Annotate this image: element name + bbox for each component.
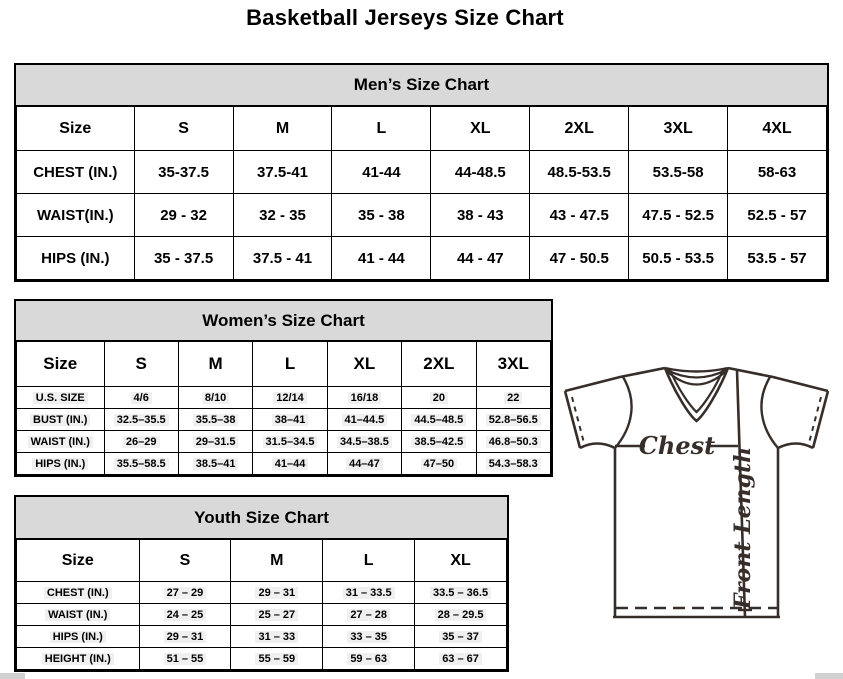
cell-text: 44.5–48.5 <box>411 414 466 426</box>
cell-text: 35.5–58.5 <box>114 458 169 470</box>
cell-text: 53.5-58 <box>652 163 704 181</box>
cell-text: WAIST(IN.) <box>36 206 114 224</box>
front-length-label: Front Length <box>730 446 756 610</box>
column-header <box>415 540 507 582</box>
jersey-outline <box>565 368 828 617</box>
value-cell <box>231 626 323 648</box>
column-header <box>233 107 332 151</box>
cell-text: 33.5 – 36.5 <box>430 587 491 599</box>
column-header <box>402 342 476 387</box>
value-cell <box>530 237 629 280</box>
cell-text: 53.5 - 57 <box>747 249 807 267</box>
row-label <box>17 409 105 431</box>
cell-text: L <box>376 119 387 137</box>
jersey-measurement-diagram <box>556 360 842 630</box>
table-row <box>17 431 551 453</box>
value-cell <box>402 431 476 453</box>
cell-text: 16/18 <box>348 392 382 404</box>
table-row <box>17 151 827 194</box>
value-cell <box>253 453 327 475</box>
cell-text: 41–44.5 <box>342 414 388 426</box>
value-cell <box>327 431 401 453</box>
cell-text: 37.5-41 <box>257 163 308 181</box>
value-cell <box>629 151 728 194</box>
cell-text: U.S. SIZE <box>33 392 88 404</box>
table-row <box>17 194 827 237</box>
column-header <box>431 107 530 151</box>
cell-text: 38 - 43 <box>456 206 504 224</box>
column-header <box>134 107 233 151</box>
mens-size-table <box>16 106 827 280</box>
row-label <box>17 626 140 648</box>
cell-text: CHEST (IN.) <box>33 163 118 181</box>
vneck-collar <box>665 368 728 421</box>
value-cell <box>134 237 233 280</box>
value-cell <box>728 151 827 194</box>
value-cell <box>323 582 415 604</box>
value-cell <box>327 387 401 409</box>
table-row <box>17 648 507 670</box>
cell-text: 50.5 - 53.5 <box>642 249 714 267</box>
cell-text: 27 – 28 <box>347 609 390 621</box>
row-label <box>17 604 140 626</box>
cell-text: 25 – 27 <box>255 609 298 621</box>
value-cell <box>253 431 327 453</box>
cell-text: 48.5-53.5 <box>547 163 611 181</box>
womens-size-table <box>16 341 551 475</box>
cell-text: 33 – 35 <box>347 631 390 643</box>
value-cell <box>139 582 231 604</box>
cell-text: 2XL <box>564 119 594 137</box>
cell-text: 63 – 67 <box>439 653 482 665</box>
value-cell <box>476 431 550 453</box>
value-cell <box>233 151 332 194</box>
womens-size-chart-panel <box>14 299 553 477</box>
cell-text: 20 <box>430 392 448 404</box>
value-cell <box>178 409 252 431</box>
value-cell <box>327 453 401 475</box>
value-cell <box>332 237 431 280</box>
value-cell <box>476 387 550 409</box>
value-cell <box>233 237 332 280</box>
cell-text: 41-44 <box>362 163 401 181</box>
header-row <box>17 342 551 387</box>
value-cell <box>104 431 178 453</box>
cell-text: L <box>284 354 296 373</box>
value-cell <box>139 626 231 648</box>
row-label <box>17 431 105 453</box>
row-label <box>17 648 140 670</box>
value-cell <box>104 387 178 409</box>
cell-text: BUST (IN.) <box>30 414 90 426</box>
value-cell <box>231 648 323 670</box>
cell-text: 41 - 44 <box>358 249 405 267</box>
cell-text: 52.8–56.5 <box>486 414 541 426</box>
cell-text: XL <box>353 354 376 373</box>
cell-text: HIPS (IN.) <box>32 458 88 470</box>
cell-text: 31 – 33.5 <box>343 587 395 599</box>
value-cell <box>415 604 507 626</box>
cell-text: XL <box>450 551 471 569</box>
youth-chart-title: Youth Size Chart <box>16 497 507 539</box>
row-label <box>17 387 105 409</box>
table-row <box>17 582 507 604</box>
cell-text: 31 – 33 <box>255 631 298 643</box>
cell-text: 55 – 59 <box>255 653 298 665</box>
cell-text: S <box>178 119 189 137</box>
table-row <box>17 409 551 431</box>
cell-text: 27 – 29 <box>164 587 207 599</box>
header-row <box>17 540 507 582</box>
value-cell <box>530 194 629 237</box>
column-header <box>253 342 327 387</box>
value-cell <box>139 604 231 626</box>
column-header <box>629 107 728 151</box>
cell-text: 3XL <box>663 119 693 137</box>
cell-text: 2XL <box>423 354 455 373</box>
cell-text: 38.5–42.5 <box>411 436 466 448</box>
cell-text: S <box>135 354 147 373</box>
cell-text: Size <box>43 354 78 373</box>
table-row <box>17 626 507 648</box>
cell-text: 46.8–50.3 <box>486 436 541 448</box>
value-cell <box>415 626 507 648</box>
value-cell <box>332 194 431 237</box>
youth-size-table <box>16 539 507 670</box>
cell-text: 47–50 <box>421 458 458 470</box>
value-cell <box>327 409 401 431</box>
size-column-header <box>17 540 140 582</box>
size-column-header <box>17 107 135 151</box>
mens-size-chart-panel <box>14 63 829 282</box>
column-header <box>327 342 401 387</box>
cell-text: 44 - 47 <box>456 249 504 267</box>
cell-text: 31.5–34.5 <box>263 436 318 448</box>
value-cell <box>178 431 252 453</box>
cell-text: S <box>179 551 191 569</box>
value-cell <box>530 151 629 194</box>
cell-text: 54.3–58.3 <box>486 458 541 470</box>
row-label <box>17 237 135 280</box>
cell-text: 58-63 <box>757 163 797 181</box>
cell-text: 35 – 37 <box>439 631 482 643</box>
size-column-header <box>17 342 105 387</box>
value-cell <box>629 237 728 280</box>
scrollbar-fragment-left[interactable] <box>0 673 25 679</box>
value-cell <box>728 194 827 237</box>
value-cell <box>134 194 233 237</box>
cell-text: 51 – 55 <box>164 653 207 665</box>
column-header <box>530 107 629 151</box>
value-cell <box>402 387 476 409</box>
cell-text: 43 - 47.5 <box>549 206 609 224</box>
cell-text: M <box>208 354 223 373</box>
cell-text: 38–41 <box>272 414 309 426</box>
value-cell <box>323 604 415 626</box>
column-header <box>231 540 323 582</box>
cell-text: WAIST (IN.) <box>45 609 110 621</box>
value-cell <box>402 409 476 431</box>
page-title: Basketball Jerseys Size Chart <box>246 5 564 30</box>
cell-text: 41–44 <box>272 458 309 470</box>
cell-text: 44–47 <box>346 458 383 470</box>
table-row <box>17 237 827 280</box>
value-cell <box>323 648 415 670</box>
cell-text: 35 - 38 <box>358 206 405 224</box>
cell-text: 35 - 37.5 <box>153 249 214 267</box>
cell-text: 29 – 31 <box>255 587 298 599</box>
cell-text: CHEST (IN.) <box>44 587 112 599</box>
cell-text: 28 – 29.5 <box>435 609 487 621</box>
scrollbar-fragment-right[interactable] <box>815 673 843 679</box>
cell-text: 35.5–38 <box>193 414 239 426</box>
cell-text: Size <box>59 119 92 137</box>
column-header <box>178 342 252 387</box>
value-cell <box>104 453 178 475</box>
cell-text: Size <box>61 551 94 569</box>
womens-chart-title: Women’s Size Chart <box>16 301 551 341</box>
cell-text: HIPS (IN.) <box>41 249 110 267</box>
value-cell <box>431 194 530 237</box>
cell-text: 26–29 <box>123 436 160 448</box>
cell-text: 47.5 - 52.5 <box>642 206 714 224</box>
row-label <box>17 582 140 604</box>
cell-text: 52.5 - 57 <box>747 206 807 224</box>
value-cell <box>178 453 252 475</box>
value-cell <box>231 582 323 604</box>
cell-text: 22 <box>504 392 522 404</box>
value-cell <box>728 237 827 280</box>
value-cell <box>139 648 231 670</box>
value-cell <box>323 626 415 648</box>
chest-label: Chest <box>638 431 716 460</box>
value-cell <box>402 453 476 475</box>
value-cell <box>231 604 323 626</box>
cell-text: WAIST (IN.) <box>28 436 93 448</box>
cell-text: M <box>270 551 284 569</box>
youth-size-chart-panel <box>14 495 509 672</box>
cell-text: 24 – 25 <box>164 609 207 621</box>
cell-text: 44-48.5 <box>454 163 506 181</box>
row-label <box>17 453 105 475</box>
value-cell <box>431 151 530 194</box>
column-header <box>323 540 415 582</box>
value-cell <box>431 237 530 280</box>
row-label <box>17 151 135 194</box>
value-cell <box>253 409 327 431</box>
value-cell <box>233 194 332 237</box>
value-cell <box>253 387 327 409</box>
cell-text: L <box>363 551 374 569</box>
cell-text: 29 – 31 <box>164 631 207 643</box>
cell-text: HIPS (IN.) <box>50 631 106 643</box>
cell-text: 37.5 - 41 <box>252 249 313 267</box>
table-row <box>17 387 551 409</box>
value-cell <box>104 409 178 431</box>
cell-text: 47 - 50.5 <box>549 249 609 267</box>
cell-text: 4/6 <box>131 392 152 404</box>
cell-text: XL <box>470 119 491 137</box>
cell-text: 38.5–41 <box>193 458 239 470</box>
column-header <box>476 342 550 387</box>
value-cell <box>476 453 550 475</box>
value-cell <box>415 582 507 604</box>
table-row <box>17 453 551 475</box>
value-cell <box>629 194 728 237</box>
cell-text: 8/10 <box>202 392 229 404</box>
cell-text: 32.5–35.5 <box>114 414 169 426</box>
cell-text: 29 - 32 <box>160 206 207 224</box>
cell-text: 12/14 <box>273 392 307 404</box>
value-cell <box>134 151 233 194</box>
header-row <box>17 107 827 151</box>
table-row <box>17 604 507 626</box>
value-cell <box>178 387 252 409</box>
cell-text: M <box>275 119 290 137</box>
cell-text: 3XL <box>497 354 529 373</box>
mens-chart-title: Men’s Size Chart <box>16 65 827 106</box>
cell-text: 59 – 63 <box>347 653 390 665</box>
value-cell <box>415 648 507 670</box>
value-cell <box>332 151 431 194</box>
row-label <box>17 194 135 237</box>
value-cell <box>476 409 550 431</box>
cell-text: 32 - 35 <box>259 206 306 224</box>
cell-text: HEIGHT (IN.) <box>42 653 114 665</box>
cell-text: 29–31.5 <box>193 436 239 448</box>
cell-text: 35-37.5 <box>158 163 210 181</box>
cell-text: 34.5–38.5 <box>337 436 392 448</box>
column-header <box>332 107 431 151</box>
cell-text: 4XL <box>762 119 792 137</box>
column-header <box>139 540 231 582</box>
column-header <box>728 107 827 151</box>
column-header <box>104 342 178 387</box>
